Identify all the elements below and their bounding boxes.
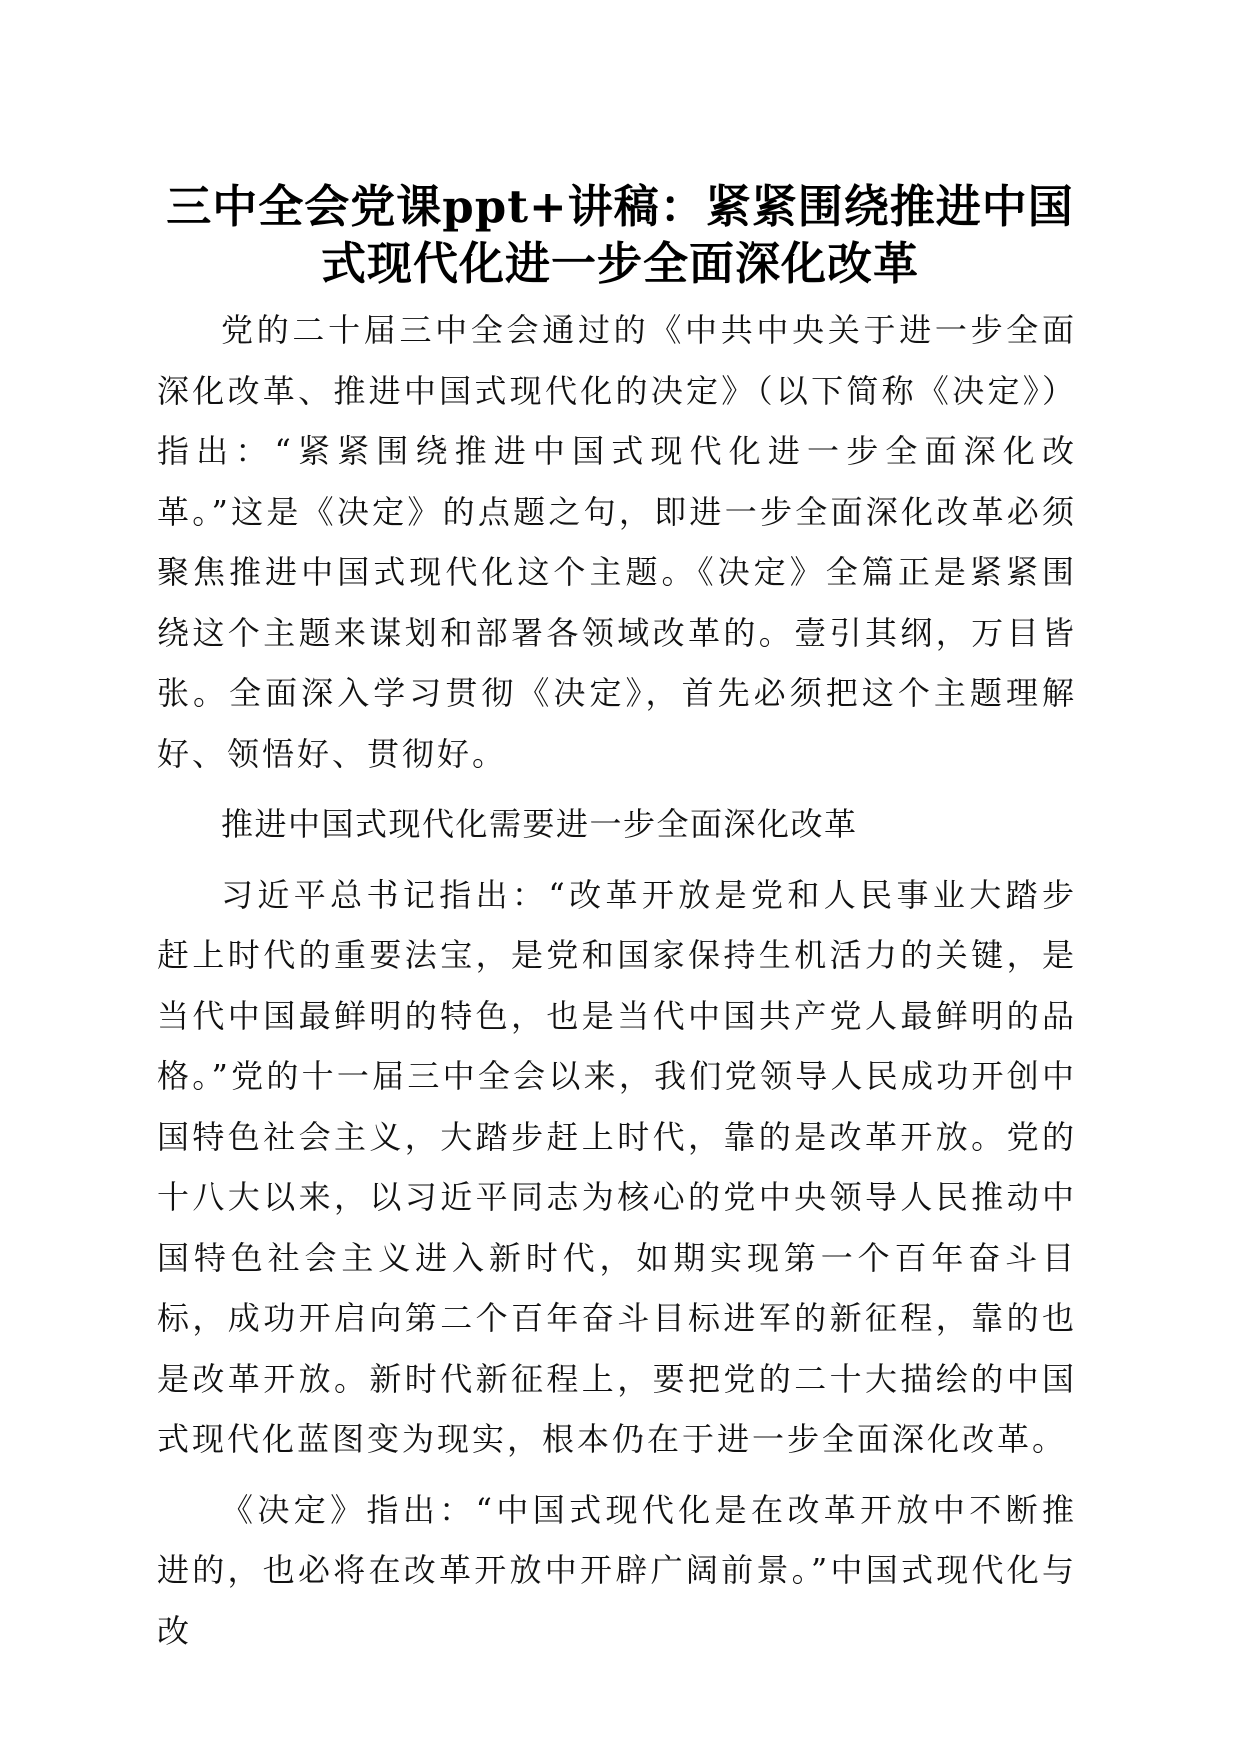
paragraph-quote: 习近平总书记指出：“改革开放是党和人民事业大踏步赶上时代的重要法宝，是党和国家保持生机活力的关键，是当代中国最鲜明的特色，也是当代中国共产党人最鲜明的品格。”党的十一届三中全会以来，我们党领导人民成功开创中国特色社会主义，大踏步赶上时代，靠的是改革开放。党的十八大以来，以习近平同志为核心的党中央领导人民推动中国特色社会主义进入新时代，如期实现第一个百年奋斗目标，成功开启向第二个百年奋斗目标进军的新征程，靠的也是改革开放。新时代新征程上，要把党的二十大描绘的中国式现代化蓝图变为现实，根本仍在于进一步全面深化改革。 [157, 875, 1077, 1458]
document-body [157, 300, 1077, 1671]
paragraph-intro: 党的二十届三中全会通过的《中共中央关于进一步全面深化改革、推进中国式现代化的决定》（以下简称《决定》）指出：“紧紧围绕推进中国式现代化进一步全面深化改革。”这是《决定》的点题之句，即进一步全面深化改革必须聚焦推进中国式现代化这个主题。《决定》全篇正是紧紧围绕这个主题来谋划和部署各领域改革的。壹引其纲，万目皆张。全面深入学习贯彻《决定》，首先必须把这个主题理解好、领悟好、贯彻好。 [157, 311, 1077, 773]
section-heading: 推进中国式现代化需要进一步全面深化改革 [221, 805, 858, 843]
paragraph-decision: 《决定》指出：“中国式现代化是在改革开放中不断推进的，也必将在改革开放中开辟广阔前景。”中国式现代化与改 [157, 1490, 1077, 1650]
document-title: 三中全会党课ppt+讲稿：紧紧围绕推进中国式现代化进一步全面深化改革 [166, 180, 1074, 290]
